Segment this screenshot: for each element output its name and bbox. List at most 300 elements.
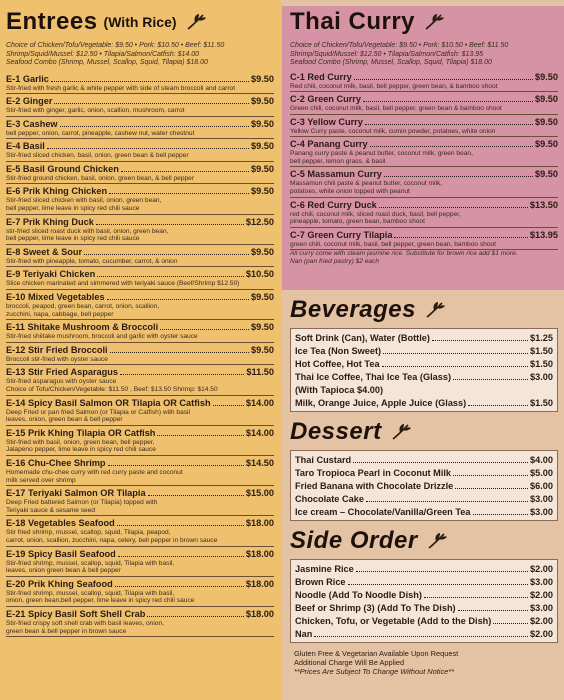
menu-item-row xyxy=(295,468,553,479)
menu-item xyxy=(290,94,558,115)
choice-line: Shrimp/Squid/Mussel: $12.50 • Tilapia/Salmon/Catfish: $14.00 xyxy=(6,50,200,58)
item-description xyxy=(6,560,274,575)
choice-line: Choice of Chicken/Tofu/Vegetable: $9.50 • Pork: $10.50 • Beef: $11.50 xyxy=(290,42,509,49)
item-divider xyxy=(6,244,274,245)
item-description xyxy=(6,356,274,364)
beverages-section xyxy=(290,294,558,412)
item-divider xyxy=(6,93,274,94)
menu-item-row xyxy=(290,72,558,83)
item-name: Nan xyxy=(295,629,313,639)
dot-leader xyxy=(354,79,533,80)
item-divider xyxy=(290,197,558,198)
dot-leader xyxy=(160,329,249,330)
menu-item xyxy=(6,518,274,546)
description-line: Stir-fried asparagus with oyster sauce xyxy=(6,378,117,386)
menu-item xyxy=(6,579,274,607)
menu-item xyxy=(6,367,274,395)
item-divider xyxy=(6,606,274,607)
dot-leader xyxy=(366,501,528,502)
leaf-icon xyxy=(426,532,448,550)
menu-item xyxy=(6,269,274,290)
item-description xyxy=(6,197,274,212)
menu-item xyxy=(6,186,274,214)
item-name: E-4 Basil xyxy=(6,141,45,152)
dot-leader xyxy=(353,462,528,463)
entrees-header xyxy=(6,6,274,38)
entrees-title: Entrees xyxy=(6,8,98,35)
menu-item-row xyxy=(6,458,274,469)
menu-item xyxy=(295,507,553,518)
item-divider xyxy=(6,289,274,290)
description-line: stir-fried sliced roast duck with basil, onion, green bean, xyxy=(6,227,169,235)
item-price: $9.50 xyxy=(535,71,558,82)
menu-item-row xyxy=(295,564,553,575)
item-name: E-3 Cashew xyxy=(6,118,58,129)
dot-leader xyxy=(107,299,249,300)
item-price: $9.50 xyxy=(535,94,558,105)
dot-leader xyxy=(348,584,528,585)
item-name: E-18 Vegetables Seafood xyxy=(6,518,115,529)
item-price: $6.00 xyxy=(530,481,553,491)
menu-item xyxy=(6,217,274,245)
item-price: $3.00 xyxy=(530,577,553,587)
menu-item-row xyxy=(6,367,274,378)
dot-leader xyxy=(109,193,249,194)
item-divider xyxy=(6,138,274,139)
description-line: leaves, onion green bean & bell pepper xyxy=(6,567,121,575)
description-line: red chili, coconut milk, sliced roast duck, basil, bell pepper, xyxy=(290,210,461,218)
dessert-section xyxy=(290,416,558,521)
item-name: E-7 Prik Khing Duck xyxy=(6,216,94,227)
description-line: Stir-fried with fresh garlic & white pepper with side of steam broccoli and carrot xyxy=(6,84,236,92)
item-price: $9.50 xyxy=(251,73,274,84)
dot-leader xyxy=(213,405,244,406)
description-line: onion, green bean,bell pepper, lime leave in spicy red chili sauce xyxy=(6,597,195,605)
item-description xyxy=(6,175,274,183)
item-price: $2.00 xyxy=(530,564,553,574)
item-description xyxy=(290,105,558,113)
item-name: E-19 Spicy Basil Seafood xyxy=(6,548,116,559)
item-divider xyxy=(290,91,558,92)
item-price: $9.50 xyxy=(251,246,274,257)
item-name: E-2 Ginger xyxy=(6,96,53,107)
item-price: $9.50 xyxy=(535,139,558,150)
item-price: $9.50 xyxy=(251,322,274,333)
description-line: Stir-fried with basil, onion, green bean, bell pepper, xyxy=(6,438,155,446)
item-description xyxy=(6,469,274,484)
menu-item-row xyxy=(6,398,274,409)
dot-leader xyxy=(424,597,528,598)
item-name: Beef or Shrimp (3) (Add To The Dish) xyxy=(295,603,456,613)
item-description xyxy=(6,303,274,318)
description-line: Jalapeno pepper, lime leave in spicy red chili sauce xyxy=(6,446,156,454)
item-description xyxy=(290,241,558,249)
item-name: Chicken, Tofu, or Vegetable (Add to the Dish) xyxy=(295,616,492,626)
menu-item-row xyxy=(295,494,553,505)
curry-header xyxy=(290,6,558,38)
menu-item-row xyxy=(295,577,553,588)
item-price: $18.00 xyxy=(245,548,274,559)
item-price: $14.00 xyxy=(245,397,274,408)
dot-leader xyxy=(455,488,528,489)
menu-item xyxy=(6,549,274,577)
dot-leader xyxy=(384,176,533,177)
menu-item xyxy=(295,385,553,396)
dot-leader xyxy=(148,495,244,496)
choice-line: Shrimp/Squid/Mussel: $12.50 • Tilapia/Salmon/Catfish: $13.95 xyxy=(290,50,484,58)
item-name: (With Tapioca $4.00) xyxy=(295,385,384,395)
dot-leader xyxy=(453,475,528,476)
item-name: Thai Custard xyxy=(295,455,352,465)
item-name: E-9 Teriyaki Chicken xyxy=(6,269,96,280)
dot-leader xyxy=(383,353,528,354)
item-name: E-17 Teriyaki Salmon OR Tilapia xyxy=(6,488,146,499)
dot-leader xyxy=(379,207,528,208)
item-divider xyxy=(290,227,558,228)
item-name: E-21 Spicy Basil Soft Shell Crab xyxy=(6,608,146,619)
description-line: Stir-fried shiitake mushroom, broccoli and garlic with oyster sauce xyxy=(6,333,198,341)
item-description xyxy=(6,409,274,424)
menu-item-row xyxy=(290,169,558,180)
menu-item xyxy=(6,458,274,486)
item-price: $9.50 xyxy=(251,118,274,129)
description-line: Deep Fried battered Salmon (or Tilapia) topped with xyxy=(6,499,158,507)
dot-leader xyxy=(365,124,533,125)
item-price: $1.50 xyxy=(530,346,553,356)
item-description xyxy=(6,620,274,635)
beverages-list xyxy=(290,328,558,412)
entrees-subtitle: (With Rice) xyxy=(103,14,177,30)
description-line: Stir fried shrimp, mussel, scallop, squid, Tilapia, peapod, xyxy=(6,529,171,537)
item-divider xyxy=(6,183,274,184)
footer-line: **Prices Are Subject To Change Without Notice** xyxy=(294,667,455,676)
dessert-title: Dessert xyxy=(290,418,382,445)
description-line: Slice chicken marinated and simmered with teriyaki sauce (Beef/Shrimp $12.50) xyxy=(6,280,240,288)
menu-item xyxy=(295,346,553,357)
description-line: bell pepper, onion, carrot, pineapple, cashew nut, water chestnut xyxy=(6,129,195,137)
item-name: E-11 Shitake Mushroom & Broccoli xyxy=(6,322,159,333)
dot-leader xyxy=(97,276,244,277)
dot-leader xyxy=(121,171,249,172)
curry-note-line: All curry come with steam jasmine rice. Substitute for brown rice add $1 more. xyxy=(290,250,518,258)
description-line: Stir-fried with ginger, garlic, onion, scallion, mushroom, carrot xyxy=(6,107,185,115)
menu-item-row xyxy=(295,455,553,466)
item-name: E-15 Prik Khing Tilapia OR Catfish xyxy=(6,427,156,438)
item-description xyxy=(6,439,274,454)
item-name: Soft Drink (Can), Water (Bottle) xyxy=(295,333,430,343)
leaf-icon xyxy=(185,13,207,31)
item-divider xyxy=(6,116,274,117)
item-price: $1.50 xyxy=(530,359,553,369)
menu-item xyxy=(6,164,274,185)
item-description xyxy=(6,590,274,605)
menu-item xyxy=(295,564,553,575)
menu-item-row xyxy=(295,629,553,640)
item-name: E-14 Spicy Basil Salmon OR Tilapia OR Catfish xyxy=(6,397,211,408)
description-line: Stir-fried with pineapple, tomato, cucumber, carrot, & onion xyxy=(6,257,178,265)
description-line: Yellow Curry paste, coconut milk, cumin powder, potatoes, white onion xyxy=(290,127,496,135)
description-line: Panang curry paste & peanut butter, coconut milk, green bean, xyxy=(290,150,473,158)
menu-item-row xyxy=(6,96,274,107)
footer-line: Gluten Free & Vegetarian Available Upon Request xyxy=(294,649,459,658)
menu-item-row xyxy=(295,385,553,396)
item-price: $13.50 xyxy=(529,199,558,210)
item-name: C-1 Red Curry xyxy=(290,71,352,82)
menu-item xyxy=(295,372,553,383)
dot-leader xyxy=(473,514,529,515)
item-price: $15.00 xyxy=(245,488,274,499)
item-price: $9.50 xyxy=(251,141,274,152)
menu-item-row xyxy=(290,200,558,211)
dot-leader xyxy=(356,571,528,572)
menu-item xyxy=(6,322,274,343)
item-price: $2.00 xyxy=(530,616,553,626)
item-divider xyxy=(290,136,558,137)
item-price: $3.00 xyxy=(530,494,553,504)
item-divider xyxy=(6,266,274,267)
menu-item-row xyxy=(6,217,274,228)
item-name: C-6 Red Curry Duck xyxy=(290,199,377,210)
dot-leader xyxy=(370,146,533,147)
menu-item-row xyxy=(295,507,553,518)
menu-item-row xyxy=(6,488,274,499)
dot-leader xyxy=(84,254,249,255)
dot-leader xyxy=(120,374,244,375)
item-name: Fried Banana with Chocolate Drizzle xyxy=(295,481,454,491)
description-line: pineapple, tomato, green bean, bamboo shoot xyxy=(290,218,425,226)
dot-leader xyxy=(110,352,249,353)
dot-leader xyxy=(118,556,244,557)
item-name: Ice cream – Chocolate/Vanilla/Green Tea xyxy=(295,507,471,517)
item-price: $2.00 xyxy=(530,629,553,639)
item-name: C-7 Green Curry Tilapia xyxy=(290,229,393,240)
item-price: $9.50 xyxy=(535,169,558,180)
item-description xyxy=(6,152,274,160)
menu-item xyxy=(290,139,558,167)
item-name: Hot Coffee, Hot Tea xyxy=(295,359,380,369)
dot-leader xyxy=(47,148,249,149)
item-divider xyxy=(6,395,274,396)
dot-leader xyxy=(157,435,243,436)
dessert-header xyxy=(290,416,558,448)
item-name: E-13 Stir Fried Asparagus xyxy=(6,367,118,378)
item-description xyxy=(6,529,274,544)
item-divider xyxy=(6,485,274,486)
item-name: E-8 Sweet & Sour xyxy=(6,246,83,257)
description-line: Deep Fried or pan fried Salmon (or Tilapia or Catfish) with basil xyxy=(6,408,190,416)
menu-item-row xyxy=(295,616,553,627)
dot-leader xyxy=(468,405,528,406)
menu-item-row xyxy=(6,186,274,197)
entrees-list xyxy=(6,74,274,638)
menu-item-row xyxy=(6,269,274,280)
description-line: green chili, coconut milk, basil, bell pepper, green bean, bamboo shoot xyxy=(290,240,496,248)
item-price: $3.00 xyxy=(530,507,553,517)
dot-leader xyxy=(363,101,533,102)
item-description xyxy=(6,228,274,243)
menu-item-row xyxy=(295,398,553,409)
description-line: leaves, onion, green bean & bell pepper xyxy=(6,416,123,424)
item-price: $9.50 xyxy=(251,163,274,174)
item-name: C-5 Massamun Curry xyxy=(290,169,382,180)
menu-item-row xyxy=(6,609,274,620)
curry-list xyxy=(290,72,558,251)
description-line: Stir-fried crispy soft shell crab with basil leaves, onion, xyxy=(6,619,164,627)
item-name: C-4 Panang Curry xyxy=(290,139,368,150)
menu-item-row xyxy=(6,164,274,175)
menu-item xyxy=(295,577,553,588)
description-line: Green chili, coconut milk, basil, bell pepper, green bean & bamboo shoot xyxy=(290,105,502,113)
curry-note xyxy=(290,250,558,265)
footer-line: Additional Charge Will Be Applied xyxy=(294,658,405,667)
item-description xyxy=(6,378,274,393)
curry-title: Thai Curry xyxy=(290,8,416,35)
item-price: $12.50 xyxy=(245,216,274,227)
item-price: $3.00 xyxy=(530,603,553,613)
menu-item-row xyxy=(6,247,274,258)
dot-leader xyxy=(147,616,244,617)
item-name: E-20 Prik Khing Seafood xyxy=(6,578,113,589)
menu-item xyxy=(6,488,274,516)
menu-item xyxy=(6,96,274,117)
item-price: $18.00 xyxy=(245,608,274,619)
item-description xyxy=(290,211,558,226)
item-divider xyxy=(6,364,274,365)
item-description xyxy=(6,333,274,341)
menu-item xyxy=(295,455,553,466)
menu-item-row xyxy=(6,119,274,130)
menu-item-row xyxy=(6,428,274,439)
side-list xyxy=(290,559,558,643)
menu-item xyxy=(6,609,274,637)
item-name: C-3 Yellow Curry xyxy=(290,116,363,127)
item-price: $1.25 xyxy=(530,333,553,343)
item-description xyxy=(6,280,274,288)
dot-leader xyxy=(314,636,528,637)
menu-item xyxy=(295,603,553,614)
description-line: Choice of Tofu/Chicken/Vegetable: $11.50 , Beef: $13.50 Shrimp: $14.50 xyxy=(6,386,218,393)
item-name: Ice Tea (Non Sweet) xyxy=(295,346,382,356)
item-description xyxy=(290,83,558,91)
menu-item-row xyxy=(6,322,274,333)
menu-item-row xyxy=(295,346,553,357)
description-line: bell pepper, lime leave in spicy red chili sauce xyxy=(6,205,140,213)
item-price: $5.00 xyxy=(530,468,553,478)
dot-leader xyxy=(394,237,527,238)
description-line: Stir-fried sliced chicken with basil, onion, green bean, xyxy=(6,197,162,205)
side-title: Side Order xyxy=(290,527,418,554)
menu-item-row xyxy=(6,518,274,529)
item-name: E-16 Chu-Chee Shrimp xyxy=(6,457,106,468)
menu-item-row xyxy=(295,372,553,383)
choice-line: Seafood Combo (Shrimp, Mussel, Scallop, Squid, Tilapia) $18.00 xyxy=(6,59,208,66)
right-column xyxy=(282,0,564,700)
item-divider xyxy=(6,455,274,456)
item-name: Brown Rice xyxy=(295,577,346,587)
item-divider xyxy=(6,515,274,516)
menu-item xyxy=(295,616,553,627)
item-description xyxy=(290,128,558,136)
item-description xyxy=(6,107,274,115)
item-price: $9.50 xyxy=(251,292,274,303)
item-divider xyxy=(6,425,274,426)
item-name: Thai Ice Coffee, Thai Ice Tea (Glass) xyxy=(295,372,452,382)
item-price: $9.50 xyxy=(251,344,274,355)
menu-item-row xyxy=(290,139,558,150)
item-name: Jasmine Rice xyxy=(295,564,354,574)
item-description xyxy=(290,150,558,165)
menu-item xyxy=(295,333,553,344)
menu-item xyxy=(6,247,274,268)
dot-leader xyxy=(54,103,249,104)
description-line: Stir-fried shrimp, mussel, scallop, squid, Tilapia with basil, xyxy=(6,589,175,597)
menu-item-row xyxy=(295,590,553,601)
dot-leader xyxy=(382,366,528,367)
item-divider xyxy=(6,636,274,637)
menu-item xyxy=(6,428,274,456)
description-line: bell pepper, lemon grass, & basil xyxy=(290,157,386,165)
item-price: $1.50 xyxy=(530,398,553,408)
menu-item xyxy=(6,74,274,95)
item-price: $3.00 xyxy=(530,372,553,382)
dot-leader xyxy=(432,340,528,341)
menu-item-row xyxy=(6,292,274,303)
leaf-icon xyxy=(390,423,412,441)
item-name: E-12 Stir Fried Broccoli xyxy=(6,344,108,355)
item-name: Chocolate Cake xyxy=(295,494,364,504)
item-description xyxy=(6,258,274,266)
menu-item xyxy=(295,468,553,479)
menu-item xyxy=(290,230,558,251)
menu-item xyxy=(295,494,553,505)
dot-leader xyxy=(60,126,249,127)
dot-leader xyxy=(117,525,244,526)
menu-item-row xyxy=(6,74,274,85)
beverages-header xyxy=(290,294,558,326)
description-line: Red chili, coconut milk, basil, bell pepper, green bean, & bamboo shoot xyxy=(290,82,498,90)
menu-item-row xyxy=(295,603,553,614)
choice-line: Seafood Combo (Shrimp, Mussel, Scallop, Squid, Tilapia) $18.00 xyxy=(290,59,492,66)
choice-line: Choice of Chicken/Tofu/Vegetable: $9.50 • Pork: $10.50 • Beef: $11.50 xyxy=(6,42,225,49)
description-line: milk served over shrimp xyxy=(6,476,76,484)
item-divider xyxy=(6,342,274,343)
item-divider xyxy=(6,161,274,162)
dot-leader xyxy=(493,623,528,624)
menu-item xyxy=(6,119,274,140)
item-price: $9.50 xyxy=(251,96,274,107)
item-name: Taro Tropioca Pearl in Coconut Milk xyxy=(295,468,452,478)
description-line: Stir-fried sliced chicken, basil, onion, green bean & bell pepper xyxy=(6,152,189,160)
menu-item-row xyxy=(6,579,274,590)
item-name: C-2 Green Curry xyxy=(290,94,361,105)
side-section xyxy=(290,525,558,643)
item-description xyxy=(6,85,274,93)
menu-item-row xyxy=(6,549,274,560)
menu-item xyxy=(290,200,558,228)
description-line: Massamun chili paste & peanut butter, coconut milk, xyxy=(290,180,443,188)
menu-item xyxy=(6,345,274,366)
item-name: Milk, Orange Juice, Apple Juice (Glass) xyxy=(295,398,467,408)
menu-item xyxy=(295,629,553,640)
menu-item-row xyxy=(290,117,558,128)
item-price: $9.50 xyxy=(535,116,558,127)
description-line: Broccoli stir-fried with oyster sauce xyxy=(6,355,108,363)
menu-item-row xyxy=(6,141,274,152)
description-line: bell pepper, lime leave in spicy red chili sauce xyxy=(6,235,140,243)
item-price: $9.50 xyxy=(251,186,274,197)
item-price: $11.50 xyxy=(246,367,274,378)
item-divider xyxy=(6,214,274,215)
